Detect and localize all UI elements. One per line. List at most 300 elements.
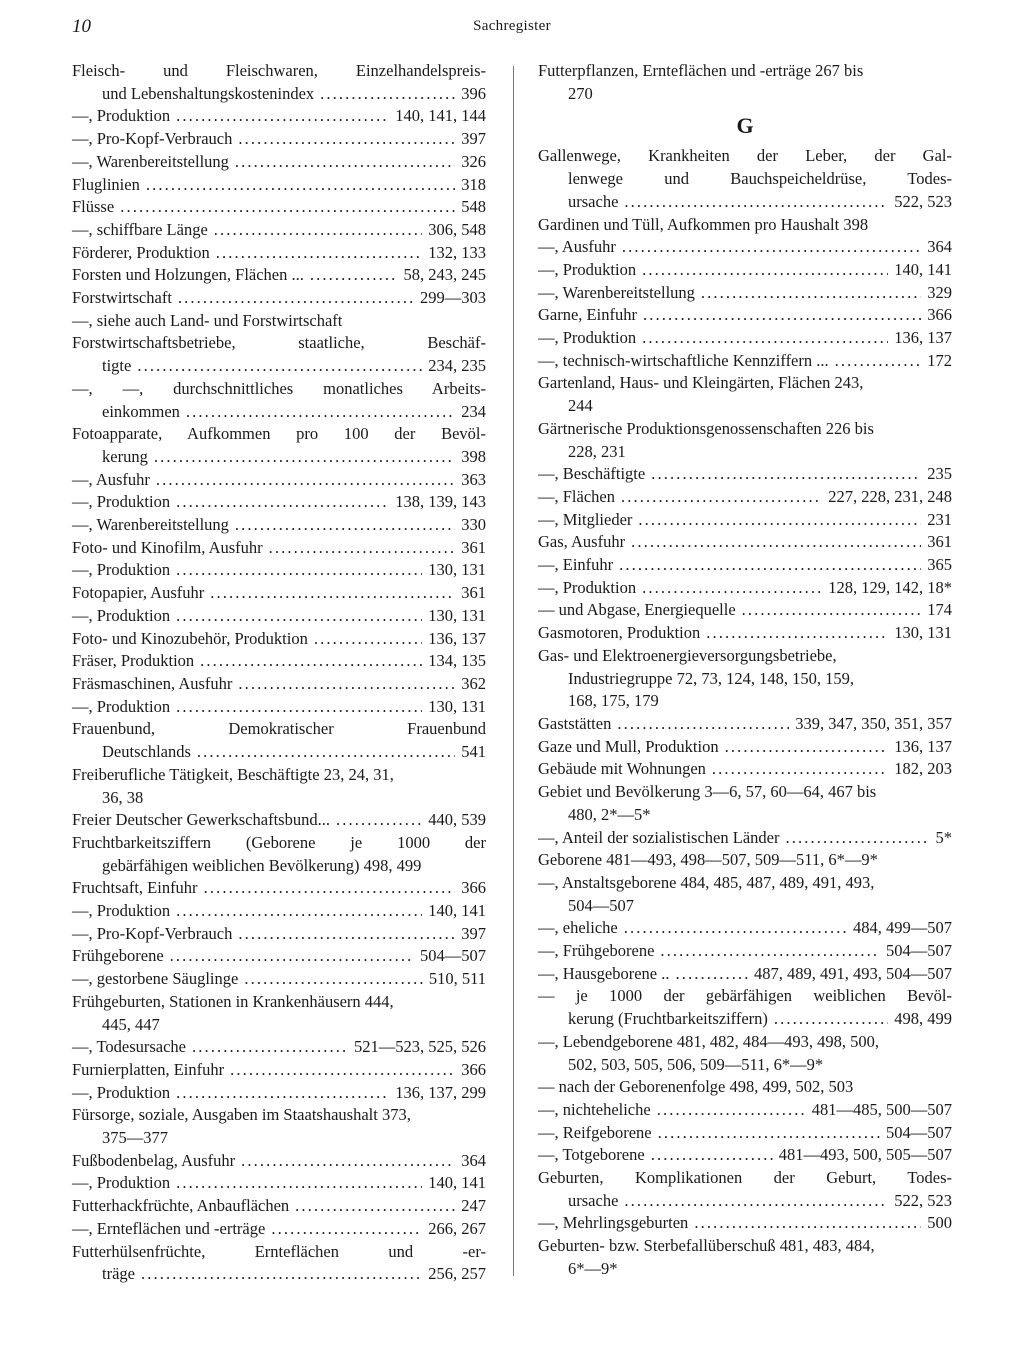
index-entry: [538, 236, 952, 259]
index-entry-line: [72, 855, 486, 878]
index-entry-line: [538, 736, 952, 759]
dot-leader: [176, 605, 422, 628]
index-entry: [538, 509, 952, 532]
dot-leader: [320, 83, 455, 106]
index-entry: [72, 378, 486, 423]
index-entry-term: Gas- und Elektroenergieversorgungsbetriebe,: [538, 645, 837, 665]
index-entry-line: [538, 372, 952, 395]
index-entry-pages: 481—485, 500—507: [811, 1099, 952, 1119]
index-entry-pages: 361: [461, 537, 486, 557]
index-entry-term: —, Produktion: [72, 1173, 171, 1193]
index-entry: [538, 736, 952, 759]
index-entry-line: [72, 741, 486, 764]
dot-leader: [658, 1122, 880, 1145]
dot-leader: [200, 650, 422, 673]
index-entry-term: Fräser, Produktion: [72, 651, 195, 671]
dot-leader: [235, 151, 455, 174]
index-entry-line: [538, 214, 952, 237]
dot-leader: [701, 282, 921, 305]
index-entry-line: [538, 963, 952, 986]
index-entry-pages: 504—507: [886, 941, 952, 961]
index-entry-term: kerung (Fruchtbarkeitsziffern): [568, 1009, 768, 1029]
index-entry-line: [72, 219, 486, 242]
index-entry-term: —, Anstaltsgeborene 484, 485, 487, 489, 491, 493,: [538, 872, 875, 892]
index-entry-term: —, Warenbereitstellung: [538, 282, 695, 302]
dot-leader: [835, 350, 922, 373]
index-entry: [72, 628, 486, 651]
index-entry-pages: 256, 257: [428, 1264, 486, 1284]
dot-leader: [617, 713, 789, 736]
dot-leader: [176, 1082, 389, 1105]
index-entry-term: Gebiet und Bevölkerung 3—6, 57, 60—64, 467 bis: [538, 782, 877, 802]
dot-leader: [638, 509, 921, 532]
dot-leader: [210, 582, 455, 605]
index-entry: [72, 696, 486, 719]
index-entry: [72, 105, 486, 128]
dot-leader: [643, 304, 921, 327]
dot-leader: [642, 577, 822, 600]
index-entry-term: Garne, Einfuhr: [538, 305, 637, 325]
index-entry-term: —, Produktion: [538, 259, 637, 279]
dot-leader: [197, 741, 455, 764]
index-entry-term: Förderer, Produktion: [72, 242, 210, 262]
index-entry: [538, 599, 952, 622]
index-entry-term: —, technisch-wirtschaftliche Kennziffern ...: [538, 350, 829, 370]
index-entry-line: [538, 1122, 952, 1145]
index-entry-pages: 182, 203: [894, 759, 952, 779]
index-entry: [538, 1144, 952, 1167]
index-entry-line: [72, 105, 486, 128]
index-entry: [538, 259, 952, 282]
index-entry-pages: 168, 175, 179: [568, 691, 659, 711]
page-number: 10: [72, 16, 91, 37]
index-entry-line: [538, 236, 952, 259]
index-entry-term: ursache: [568, 1190, 619, 1210]
index-entry-term: Futterhackfrüchte, Anbauflächen: [72, 1196, 290, 1216]
index-entry-line: [538, 1190, 952, 1213]
dot-leader: [651, 463, 921, 486]
dot-leader: [238, 673, 455, 696]
index-entry-pages: 227, 228, 231, 248: [828, 486, 952, 506]
index-entry-line: [538, 282, 952, 305]
index-entry: [538, 145, 952, 213]
index-entry-line: [538, 872, 952, 895]
index-entry-line: [72, 469, 486, 492]
index-entry-pages: 172: [927, 350, 952, 370]
index-entry-pages: 140, 141: [894, 259, 952, 279]
index-entry-term: —, Ausfuhr: [72, 469, 150, 489]
index-entry-line: [72, 1263, 486, 1286]
index-entry-pages: 136, 137: [894, 736, 952, 756]
dot-leader: [660, 940, 880, 963]
index-entry-heading: Fruchtbarkeitsziffern (Geborene je 1000 der: [72, 832, 486, 852]
dot-leader: [725, 736, 889, 759]
index-entry: [538, 645, 952, 713]
index-entry: [72, 1241, 486, 1286]
index-entry-line: [538, 1099, 952, 1122]
index-entry-line: [72, 968, 486, 991]
index-entry: [72, 718, 486, 763]
index-entry: [72, 332, 486, 377]
index-entry-heading: Futterhülsenfrüchte, Ernteflächen und -er-: [72, 1241, 486, 1261]
index-entry: [72, 991, 486, 1036]
index-entry-line: [72, 355, 486, 378]
index-entry-term: und Lebenshaltungskostenindex: [102, 83, 315, 103]
column-divider: [513, 66, 514, 1276]
index-entry-line: [538, 1031, 952, 1054]
index-entry-continuation: [538, 804, 952, 827]
index-entry-pages: 128, 129, 142, 18*: [828, 577, 952, 597]
index-entry-line: [72, 605, 486, 628]
index-entry-pages: 134, 135: [428, 651, 486, 671]
index-entry-pages: 247: [461, 1196, 486, 1216]
index-entry-pages: 481—493, 500, 505—507: [778, 1145, 952, 1165]
index-entry-pages: 521—523, 525, 526: [354, 1037, 486, 1057]
index-entry-pages: 504—507: [420, 946, 486, 966]
index-entry-pages: 487, 489, 491, 493, 504—507: [754, 963, 952, 983]
index-entry: [72, 809, 486, 832]
dot-leader: [241, 1150, 455, 1173]
index-entry-term: Foto- und Kinozubehör, Produktion: [72, 628, 308, 648]
index-entry: [72, 60, 486, 105]
index-entry-pages: 130, 131: [428, 605, 486, 625]
index-entry-line: [538, 645, 952, 668]
index-entry-pages: 266, 267: [428, 1218, 486, 1238]
index-entry-term: —, Produktion: [72, 492, 171, 512]
index-entry-line: [72, 1059, 486, 1082]
index-entry-continuation: [538, 1258, 952, 1281]
index-entry-pages: 244: [568, 396, 593, 416]
index-entry-line: [72, 310, 486, 333]
index-entry-term: —, Totgeborene: [538, 1145, 645, 1165]
index-entry-term: —, eheliche: [538, 918, 618, 938]
index-entry-pages: 361: [927, 532, 952, 552]
index-entry-line: [538, 599, 952, 622]
index-entry-line: [538, 622, 952, 645]
index-entry-pages: 398: [461, 446, 486, 466]
section-letter: G: [736, 113, 754, 139]
index-entry-term: Gaststätten: [538, 713, 612, 733]
index-entry-line: [538, 849, 952, 872]
index-entry-pages: 132, 133: [428, 242, 486, 262]
index-entry-continuation: [538, 395, 952, 418]
index-entry-line: [72, 287, 486, 310]
dot-leader: [235, 514, 455, 537]
index-entry: [72, 242, 486, 265]
index-entry-pages: 228, 231: [568, 441, 626, 461]
index-entry-heading-continued: lenwege und Bauchspeicheldrüse, Todes-: [568, 169, 952, 189]
index-entry: [72, 174, 486, 197]
index-entry-pages: 130, 131: [428, 696, 486, 716]
index-entry-pages: 138, 139, 143: [395, 492, 486, 512]
index-entry-line: [538, 713, 952, 736]
index-entry: [538, 758, 952, 781]
index-entry-line: [538, 60, 952, 83]
dot-leader: [120, 196, 455, 219]
index-entry-pages: 136, 137: [894, 328, 952, 348]
index-entry-term: Gardinen und Tüll, Aufkommen pro Haushalt 398: [538, 214, 869, 234]
index-entry: [72, 151, 486, 174]
index-entry-pages: 140, 141, 144: [395, 106, 486, 126]
index-entry: [72, 1104, 486, 1149]
dot-leader: [186, 401, 455, 424]
index-entry-continuation: [538, 895, 952, 918]
index-entry-term: gebärfähigen weiblichen Bevölkerung) 498, 499: [102, 855, 422, 875]
index-entry-line: [72, 491, 486, 514]
index-entry-line: [538, 1235, 952, 1258]
index-entry-term: Gärtnerische Produktionsgenossenschaften 226 bis: [538, 418, 874, 438]
index-entry: [72, 310, 486, 333]
index-entry-pages: 366: [927, 305, 952, 325]
dot-leader: [676, 963, 748, 986]
index-entry-term: Geburten- bzw. Sterbefallüberschuß 481, 483, 484,: [538, 1236, 875, 1256]
dot-leader: [238, 128, 455, 151]
index-entry-term: —, schiffbare Länge: [72, 219, 208, 239]
index-entry-line: [538, 418, 952, 441]
index-entry-term: —, Produktion: [72, 696, 171, 716]
dot-leader: [651, 1144, 773, 1167]
index-entry-pages: 306, 548: [428, 219, 486, 239]
index-entry-term: —, Hausgeborene ..: [538, 963, 670, 983]
dot-leader: [642, 259, 888, 282]
index-entry-line: [72, 1218, 486, 1241]
index-entry: [72, 945, 486, 968]
index-entry: [72, 900, 486, 923]
index-entry-term: —, Produktion: [72, 560, 171, 580]
index-entry-pages: 366: [461, 878, 486, 898]
index-entry: [538, 1167, 952, 1212]
dot-leader: [204, 877, 456, 900]
dot-leader: [192, 1036, 348, 1059]
index-entry: [72, 650, 486, 673]
index-entry-term: —, Produktion: [72, 1082, 171, 1102]
index-entry: [538, 327, 952, 350]
index-entry-pages: 361: [461, 583, 486, 603]
index-entry-line: [538, 1008, 952, 1031]
index-entry-pages: 330: [461, 515, 486, 535]
index-entry: [72, 1150, 486, 1173]
index-entry-term: Forsten und Holzungen, Flächen ...: [72, 265, 304, 285]
index-entry: [538, 872, 952, 917]
index-entry-pages: 504—507: [568, 895, 634, 915]
dot-leader: [176, 491, 389, 514]
index-entry: [538, 985, 952, 1030]
index-entry-pages: 36, 38: [102, 787, 144, 807]
index-entry-term: —, Pro-Kopf-Verbrauch: [72, 129, 233, 149]
index-entry-line: [538, 191, 952, 214]
index-entry: [72, 469, 486, 492]
index-entry-continuation: [538, 441, 952, 464]
index-entry-pages: 502, 503, 505, 506, 509—511, 6*—9*: [568, 1054, 824, 1074]
index-entry-line: [72, 582, 486, 605]
index-entry-pages: 366: [461, 1059, 486, 1079]
index-entry: [538, 963, 952, 986]
index-column-right: [538, 60, 952, 1281]
index-entry: [538, 554, 952, 577]
index-entry-term: —, Warenbereitstellung: [72, 151, 229, 171]
index-entry: [538, 622, 952, 645]
index-entry-term: Geborene 481—493, 498—507, 509—511, 6*—9*: [538, 850, 878, 870]
index-entry-line: [538, 486, 952, 509]
index-entry-line: [538, 554, 952, 577]
dot-leader: [622, 236, 921, 259]
dot-leader: [619, 554, 921, 577]
index-entry-line: [72, 514, 486, 537]
index-entry-term: —, Lebendgeborene 481, 482, 484—493, 498, 500,: [538, 1031, 879, 1051]
index-entry-term: Freiberufliche Tätigkeit, Beschäftigte 23, 24, 31,: [72, 764, 394, 784]
index-entry: [538, 350, 952, 373]
index-entry-term: —, Beschäftigte: [538, 464, 646, 484]
index-entry-term: träge: [102, 1264, 135, 1284]
index-entry: [72, 491, 486, 514]
index-entry-line: [538, 1212, 952, 1235]
index-entry-term: — und Abgase, Energiequelle: [538, 600, 736, 620]
index-entry-term: —, Todesursache: [72, 1037, 187, 1057]
index-entry-line: [72, 945, 486, 968]
index-entry-term: —, Produktion: [538, 577, 637, 597]
index-entry-pages: 480, 2*—5*: [568, 804, 651, 824]
dot-leader: [706, 622, 888, 645]
index-entry-heading: Fotoapparate, Aufkommen pro 100 der Bevöl-: [72, 424, 486, 444]
dot-leader: [624, 191, 888, 214]
index-entry-term: —, Mitglieder: [538, 509, 633, 529]
dot-leader: [156, 469, 455, 492]
index-entry-line: [72, 764, 486, 787]
index-entry: [72, 514, 486, 537]
index-entry: [72, 537, 486, 560]
index-entry-term: —, Frühgeborene: [538, 941, 655, 961]
index-entry-term: Furnierplatten, Einfuhr: [72, 1059, 225, 1079]
dot-leader: [178, 287, 414, 310]
index-entry: [72, 1172, 486, 1195]
dot-leader: [244, 968, 423, 991]
index-entry-term: ursache: [568, 191, 619, 211]
index-entry-pages: 5*: [935, 827, 952, 847]
index-column-left: [72, 60, 486, 1286]
index-entry-pages: 440, 539: [428, 810, 486, 830]
index-entry: [72, 1036, 486, 1059]
index-entry-pages: 484, 499—507: [853, 918, 952, 938]
index-entry-pages: 140, 141: [428, 1173, 486, 1193]
index-entry-term: Flüsse: [72, 197, 115, 217]
index-entry-line: [72, 1104, 486, 1127]
index-entry-term: Foto- und Kinofilm, Ausfuhr: [72, 537, 263, 557]
index-entry: [72, 1218, 486, 1241]
dot-leader: [712, 758, 888, 781]
index-entry-pages: 541: [461, 742, 486, 762]
index-entry-term: Fußbodenbelag, Ausfuhr: [72, 1150, 236, 1170]
dot-leader: [137, 355, 422, 378]
dot-leader: [154, 446, 455, 469]
index-entry-line: [538, 350, 952, 373]
index-entry-pages: 234: [461, 401, 486, 421]
index-entry-term: —, Pro-Kopf-Verbrauch: [72, 923, 233, 943]
index-entry-line: [72, 151, 486, 174]
index-entry-pages: 445, 447: [102, 1014, 160, 1034]
index-entry-term: —, Anteil der sozialistischen Länder: [538, 827, 780, 847]
dot-leader: [295, 1195, 455, 1218]
index-entry-heading: — je 1000 der gebärfähigen weiblichen Bevöl-: [538, 986, 952, 1006]
index-entry-line: [72, 1150, 486, 1173]
index-entry-pages: 363: [461, 469, 486, 489]
index-entry-pages: 510, 511: [428, 969, 486, 989]
index-entry-line: [72, 401, 486, 424]
index-entry-line: [538, 463, 952, 486]
index-entry-line: [72, 264, 486, 287]
index-entry-term: Gaze und Mull, Produktion: [538, 736, 719, 756]
dot-leader: [310, 264, 398, 287]
index-entry-line: [538, 917, 952, 940]
index-entry-term: —, Ernteflächen und -erträge: [72, 1218, 266, 1238]
index-entry-pages: 522, 523: [894, 1190, 952, 1210]
index-entry: [538, 486, 952, 509]
index-entry-pages: 326: [461, 151, 486, 171]
index-entry-pages: 548: [461, 197, 486, 217]
dot-leader: [216, 242, 423, 265]
index-entry-pages: 397: [461, 923, 486, 943]
index-entry-term: Frühgeborene: [72, 946, 164, 966]
index-entry-line: [72, 673, 486, 696]
index-entry-pages: 174: [927, 600, 952, 620]
index-entry-term: —, Einfuhr: [538, 555, 614, 575]
index-entry: [72, 264, 486, 287]
index-entry-pages: 365: [927, 555, 952, 575]
index-entry-line: [72, 923, 486, 946]
dot-leader: [176, 900, 422, 923]
index-entry-term: —, Warenbereitstellung: [72, 515, 229, 535]
index-entry-line: [72, 196, 486, 219]
index-entry-line: [538, 827, 952, 850]
index-entry: [538, 1099, 952, 1122]
index-entry-pages: 231: [927, 509, 952, 529]
index-entry-pages: 364: [461, 1150, 486, 1170]
index-entry: [72, 128, 486, 151]
index-entry-term: —, nichteheliche: [538, 1099, 651, 1119]
dot-leader: [214, 219, 422, 242]
index-entry-term: Gebäude mit Wohnungen: [538, 759, 706, 779]
index-entry-continuation: [538, 1054, 952, 1077]
index-entry-term: Fruchtsaft, Einfuhr: [72, 878, 198, 898]
index-entry-pages: 500: [927, 1213, 952, 1233]
index-entry: [72, 196, 486, 219]
running-head: Sachregister: [473, 18, 551, 34]
index-entry-pages: 130, 131: [894, 623, 952, 643]
index-entry-term: — nach der Geborenenfolge 498, 499, 502, 503: [538, 1077, 854, 1097]
index-entry: [538, 849, 952, 872]
index-entry: [538, 60, 952, 105]
index-entry-heading: Geburten, Komplikationen der Geburt, Todes-: [538, 1168, 952, 1188]
dot-leader: [176, 1172, 422, 1195]
dot-leader: [694, 1212, 921, 1235]
index-entry-pages: 6*—9*: [568, 1258, 618, 1278]
index-entry-term: kerung: [102, 446, 148, 466]
dot-leader: [176, 105, 389, 128]
index-entry-term: Fluglinien: [72, 174, 140, 194]
dot-leader: [742, 599, 922, 622]
index-entry-pages: 136, 137, 299: [395, 1082, 486, 1102]
index-entry-line: [72, 174, 486, 197]
index-entry: [72, 287, 486, 310]
index-entry-term: —, Produktion: [72, 901, 171, 921]
index-entry-line: [538, 259, 952, 282]
index-entry-pages: 318: [461, 174, 486, 194]
index-entry: [538, 940, 952, 963]
index-entry-pages: 235: [927, 464, 952, 484]
index-entry-pages: 58, 243, 245: [403, 265, 486, 285]
index-entry: [72, 582, 486, 605]
index-entry: [72, 605, 486, 628]
index-entry-pages: 270: [568, 83, 593, 103]
